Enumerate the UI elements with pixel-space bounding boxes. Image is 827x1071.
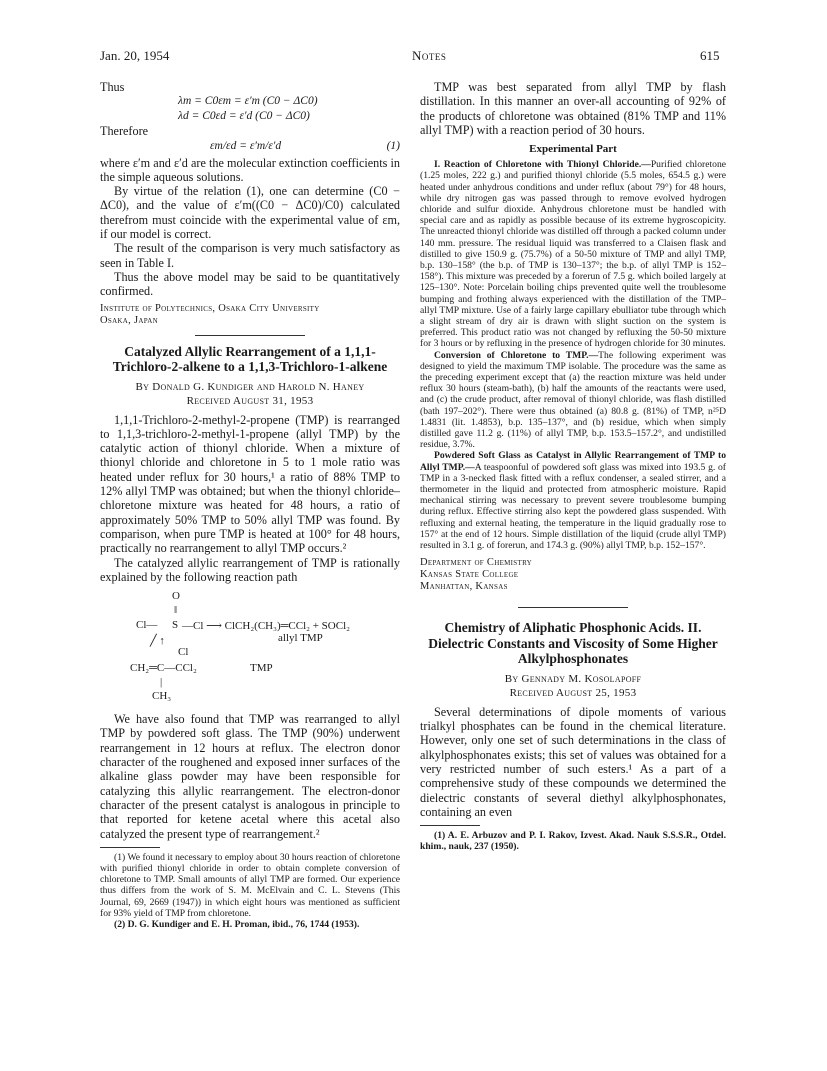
- footnote-divider: [100, 847, 160, 848]
- affiliation-line-1: Institute of Polytechnics, Osaka City University: [100, 302, 320, 314]
- article-byline-right: By Gennady M. Kosolapoff: [504, 672, 642, 685]
- paragraph-dipole: Several determinations of dipole moments of various trialkyl phosphates can be found in the chemical literature. However, only one set of such determinations in the class of alkylphosphonates exists; this set of values was obtained for a very restricted number of such esters.¹ As a part of a comprehensive study of these compounds we determined the dielectric constants of several diethyl alkylphosphonates, containing an even: [420, 704, 726, 819]
- section-divider: [195, 335, 305, 336]
- affiliation-line-2: Osaka, Japan: [100, 314, 158, 326]
- bond-arrow-mark: ╱ ↑: [150, 635, 165, 648]
- thus-label: Thus: [100, 80, 125, 94]
- footnote-right-1: (1) A. E. Arbuzov and P. I. Rakov, Izvest. Akad. Nauk S.S.S.R., Otdel. khim., nauk, 237 (1950).: [420, 830, 726, 853]
- experiment-3-body: A teaspoonful of powdered soft glass was mixed into 193.5 g. of TMP in a 3-necked flask fitted with a reflux condenser, a sealed stirrer, and a thermometer in the liquid and protected from atmospheric moisture. Rapid mechanical stirring was necessary to prevent severe troublesome bumping during reflux. Effective stirring also kept the powdered glass suspended. With refluxing and external heating, the temperature in the liquid gradually rose to 157° at the end of 12 hours. Simple distillation of the liquid (crude allyl TMP) resulted in 3.1 g. of forerun, and 174.3 g. (90%) allyl TMP, b.p. 152–157°.: [420, 461, 726, 552]
- single-bond-mark: |: [160, 676, 163, 689]
- left-column: [100, 80, 400, 930]
- running-date: Jan. 20, 1954: [100, 48, 170, 63]
- equation-lambda-m: λm = C0εm = ε′m (C0 − ΔC0): [178, 95, 318, 108]
- paragraph-soft-glass: We have also found that TMP was rearranged to allyl TMP by powdered soft glass. The TMP (90%) underwent rearrangement in 12 hours at reflux. The electron donor character of the roughened and exposed inner surfaces of the alkaline glass powder may have been responsible for catalyzing this allylic rearrangement. The electron-donor character of the present catalyst is analogous in principle to that reported for ketene acetal where this acetal also catalyzed the present type of rearrangement.²: [100, 712, 400, 841]
- received-date: Received August 31, 1953: [186, 394, 314, 407]
- experiment-2: [420, 350, 726, 451]
- equation-lambda-d: λd = C0εd = ε′d (C0 − ΔC0): [178, 110, 310, 123]
- scheme-chlorine: Cl: [178, 646, 189, 659]
- received-date-right: Received August 25, 1953: [509, 686, 637, 699]
- article-title: Catalyzed Allylic Rearrangement of a 1,1,1-Trichloro-2-alkene to a 1,1,3-Trichloro-1-alkene: [112, 343, 388, 375]
- scheme-row1-mid: —Cl ⟶ ClCH₂(CH₃)═CCl₂ + SOCl₂: [182, 620, 350, 633]
- experiment-1-title: I. Reaction of Chloretone with Thionyl Chloride.—: [434, 159, 651, 171]
- double-bond-mark: ‖: [174, 604, 178, 617]
- paragraph-comparison: The result of the comparison is very much satisfactory as seen in Table I.: [100, 241, 400, 270]
- equation-ratio-body: εm/εd = ε′m/ε′d: [210, 139, 282, 152]
- affiliation-city: Manhattan, Kansas: [420, 581, 508, 593]
- paragraph-confirmed: Thus the above model may be said to be quantitatively confirmed.: [100, 269, 400, 299]
- equation-block: [100, 94, 400, 124]
- experiment-1-body: Purified chloretone (1.25 moles, 222 g.) and purified thionyl chloride (5.5 moles, 654.5 g.) were heated under anhydrous conditions and under reflux (about 79°) for 48 hours, while dry nitrogen gas was passed through to remove evolved hydrogen chloride and sulfur dioxide. Anhydrous chloretone must be handled with special care and as rapidly as possible because of its extreme hygroscopicity. The unreacted thionyl chloride was distilled off through a packed column under 140 mm. pressure. The residual liquid was transferred to a Claisen flask and distilled to give 150.9 g. (75.7%) of a 50-50 mixture of TMP and allyl TMP, b.p. 130–158° (the b.p. of TMP is 130–137°; the b.p. of allyl TMP is 152–158°). This mixture was preceded by a forerun of 7.5 g. which boiled largely at 125–130°. Note: Porcelain boiling chips prevented quite well the troublesome bumping and frothing always experienced with the distillation of the TMP–allyl TMP mixture. Use of a fairly large capillary ebulliator tube through which a slight stream of dry air is drawn with slight suction on the system is preferred. This product ratio was not changed by refluxing the 50-50 mixture for 3 hours or by refluxing in the presence of hydrogen chloride for 30 minutes.: [420, 159, 726, 350]
- paragraph-reaction-path: The catalyzed allylic rearrangement of TMP is rationally explained by the following reaction path: [100, 555, 400, 584]
- scheme-tmp-label: TMP: [250, 662, 273, 675]
- experimental-heading: Experimental Part: [529, 143, 617, 156]
- scheme-row3: CH₂═C—CCl₂: [130, 662, 197, 675]
- footnote-2: (2) D. G. Kundiger and E. H. Proman, ibid., 76, 1744 (1953).: [114, 919, 360, 931]
- paragraph-flash-distillation: TMP was best separated from allyl TMP by flash distillation. In this manner an over-all accounting of 92% of the products of chloretone was obtained (81% TMP and 11% allyl TMP) with a reaction period of 30 hours.: [420, 80, 726, 137]
- equation-ratio: [100, 139, 400, 154]
- experiment-1: [420, 159, 726, 349]
- experiment-2-body: The following experiment was designed to yield the maximum TMP isolable. The procedure was the same as the preceding experiment except that (a) the reaction mixture was held under reflux 30 hours (steam-bath), (b) half the amounts of the reactants were used, and (c) the crude product, after removal of thionyl chloride, was flash distilled (bath 197–202°). There were thus obtained (a) 80.8 g. (81%) of TMP, n²⁵D 1.4831 (lit. 1.4853), b.p. 135–137°, and (b) residue, which when simply distilled gave 11.2 g. (11%) of allyl TMP, b.p. 153.5–157.2°, and undistilled residue, 3.7%.: [420, 349, 726, 451]
- scheme-sulfur: S: [172, 619, 179, 632]
- section-divider-right: [518, 607, 628, 608]
- equation-number: (1): [386, 139, 400, 152]
- scheme-row1-left: Cl—: [136, 619, 158, 632]
- reaction-scheme: [100, 588, 400, 706]
- therefore-label: Therefore: [100, 124, 149, 139]
- right-column: [420, 80, 726, 853]
- experiment-3: [420, 450, 726, 551]
- running-section: Notes: [412, 48, 447, 63]
- scheme-oxygen: O: [172, 590, 180, 603]
- footnote-divider-right: [420, 825, 480, 826]
- affiliation-college: Kansas State College: [420, 569, 519, 581]
- scheme-methyl: CH₃: [152, 690, 172, 703]
- article-byline: By Donald G. Kundiger and Harold N. Haney: [135, 380, 365, 393]
- paragraph-intro: 1,1,1-Trichloro-2-methyl-2-propene (TMP) is rearranged to 1,1,3-trichloro-2-methyl-1-propene (allyl TMP) by the catalytic action of thionyl chloride. When a mixture of thionyl chloride and chloretone in 5 to 1 mole ratio was heated under reflux for 30 hours,¹ a ratio of 88% TMP to 12% allyl TMP was obtained; but when the thionyl chloride–chloretone mixture was heated for 48 hours, a ratio of approximately 50% TMP to 50% allyl TMP was found. By comparison, when pure TMP is heated at 100° for 48 hours, practically no rearrangement to allyl TMP occurs.²: [100, 412, 400, 556]
- paragraph-relation: By virtue of the relation (1), one can determine (C0 − ΔC0), and the value of ε′m((C0 − ΔC0)/C0) calculated therefrom must coincide with the experimental value of εm, if our model is correct.: [100, 184, 400, 242]
- page-number: 615: [700, 48, 720, 63]
- affiliation-dept: Department of Chemistry: [420, 557, 533, 569]
- article-title-right: Chemistry of Aliphatic Phosphonic Acids. II. Dielectric Constants and Viscosity of Some Higher Alkylphosphonates: [428, 620, 718, 667]
- paragraph-extinction: where ε′m and ε′d are the molecular extinction coefficients in the simple aqueous solutions.: [100, 155, 400, 184]
- scheme-allyl-label: allyl TMP: [278, 632, 323, 645]
- experiment-3-title: Powdered Soft Glass as Catalyst in Allylic Rearrangement of TMP to Allyl TMP.—: [420, 450, 726, 473]
- footnote-1: (1) We found it necessary to employ about 30 hours reaction of chloretone with purified thionyl chloride in order to obtain complete conversion of chloretone to TMP. Small amounts of allyl TMP are formed. Our experience thus differs from the work of S. M. McElvain and C. L. Stevens (This Journal, 69, 2669 (1947)) in which eight hours was mentioned as sufficient for 93% yield of TMP from chloretone.: [100, 851, 400, 919]
- experiment-2-title: Conversion of Chloretone to TMP.—: [434, 349, 599, 361]
